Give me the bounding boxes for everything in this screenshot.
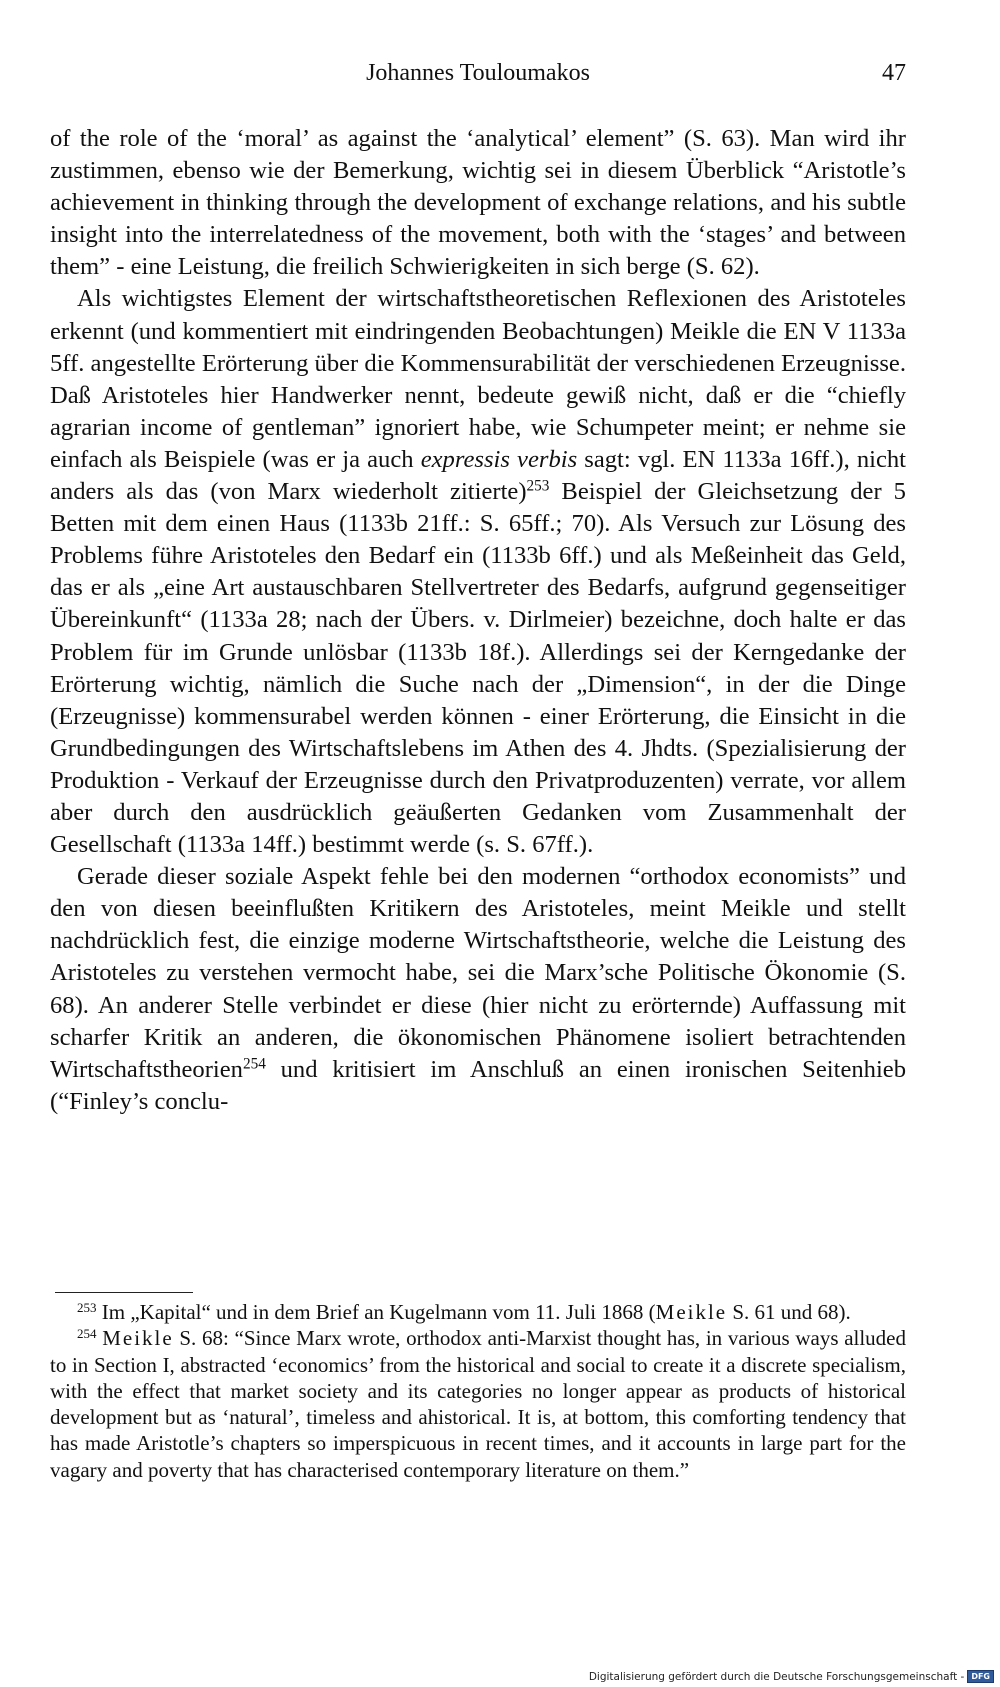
digitization-credit [589,1670,994,1683]
author-name: Meikle [102,1326,174,1351]
paragraph [50,283,906,861]
page-number: 47 [882,60,906,86]
author-name: Meikle [655,1300,728,1324]
text-run: und kritisiert im Anschluß an einen ironischen Seitenhieb (“Finley’s conclu- [50,1055,906,1115]
text-run: Beispiel der Gleichsetzung der 5 Betten mit dem einen Haus (1133b 21ff.: S. 65ff.; 70). Als Versuch zur Lösung des Problems führe Aristoteles den Bedarf ein (1133b 6ff.) und als Meßeinheit das Geld, das er als „eine Art austauschbaren Stellvertreter des Bedarfs, aufgrund gegenseitiger Übereinkunft“ (1133a 28; nach der Übers. v. Dirlmeier) bezeichne, doch halte er das Problem für im Grunde unlösbar (1133b 18f.). Allerdings sei der Kerngedanke der Erörterung wichtig, nämlich die Suche nach der „Dimension“, in der die Dinge (Erzeugnisse) kommensurabel werden können - einer Erörterung, die Einsicht in die Grundbedingungen des Wirtschaftslebens im Athen des 4. Jhdts. (Spezialisierung der Produktion - Verkauf der Erzeugnisse durch den Privatproduzenten) verrate, vor allem aber durch den ausdrücklich geäußerten Gedanken vom Zusammenhalt der Gesellschaft (1133a 14ff.) bestimmt werde (s. S. 67ff.). [50,478,906,859]
footnote-ref-254[interactable]: 254 [242,1055,266,1073]
credit-text: Digitalisierung gefördert durch die Deutsche Forschungsgemeinschaft - [588,1670,965,1683]
footnote-253 [50,1299,906,1325]
text-run: Gerade dieser soziale Aspekt fehle bei den modernen “orthodox economists” und den von diesen beeinflußten Kritikern des Aristoteles, meint Meikle und stellt nachdrücklich fest, die einzige moderne Wirtschaftstheorie, welche die Leistung des Aristoteles zu verstehen vermocht habe, sei die Marx’sche Politische Ökonomie (S. 68). An anderer Stelle verbindet er diese (hier nicht zu erörternde) Auffassung mit scharfer Kritik an anderen, die ökonomischen Phänomene isoliert betrachtenden Wirtschaftstheorien [50,863,906,1083]
footnote-number: 253 [77,1299,97,1315]
text-run: Als wichtigstes Element der wirtschaftstheoretischen Reflexionen des Aristoteles erkennt (und kommentiert mit eindringenden Beobachtungen) Meikle die EN V 1133a 5ff. angestellte Erörterung über die Kommensurabilität der verschiedenen Erzeugnisse. Daß Aristoteles hier Handwerker nennt, bedeute gewiß nicht, daß er die “chiefly agrarian income of gentleman” ignoriert habe, wie Schumpeter meint; er nehme sie einfach als Beispiele (was er ja auch [50,285,906,473]
paragraph-continued: of the role of the ‘moral’ as against the ‘analytical’ element” (S. 63). Man wird ihr zustimmen, ebenso wie der Bemerkung, wichtig sei in diesem Überblick “Aristotle’s achievement in thinking through the development of exchange relations, and his subtle insight into the interrelatedness of the movement, both with the ‘stages’ and between them” - eine Leistung, die freilich Schwierigkeiten in sich berge (S. 62). [50,125,906,281]
footnote-ref-253[interactable]: 253 [526,477,550,495]
footnote-text: S. 68: “Since Marx wrote, orthodox anti-Marxist thought has, in various ways alluded to in Section I, abstracted ‘economics’ from the historical and social to create it a discrete specialism, with the effect that market society and its categories no longer appear as products of historical development but as ‘natural’, timeless and ahistorical. It is, at bottom, this comforting tendency that has made Aristotle’s chapters so imperspicuous in recent times, and it accounts in large part for the vagary and poverty that has characterised contemporary literature on them.” [50,1326,907,1482]
text-run: sagt: vgl. EN 1133a 16ff.), nicht anders als das (von Marx wiederholt zitierte) [50,445,906,506]
footnotes [50,1299,906,1483]
footnote-number: 254 [77,1326,97,1342]
paragraph [50,861,906,1118]
footnote-254 [50,1325,906,1483]
footnote-separator [55,1292,193,1293]
footnote-text: S. 61 und 68). [727,1300,851,1324]
italic-phrase: expressis verbis [420,445,578,473]
running-head-author: Johannes Touloumakos [366,60,590,86]
footnote-text: Im „Kapital“ und in dem Brief an Kugelmann vom 11. Juli 1868 ( [96,1300,656,1324]
dfg-logo: DFG [967,1670,994,1683]
main-text [50,123,906,1118]
